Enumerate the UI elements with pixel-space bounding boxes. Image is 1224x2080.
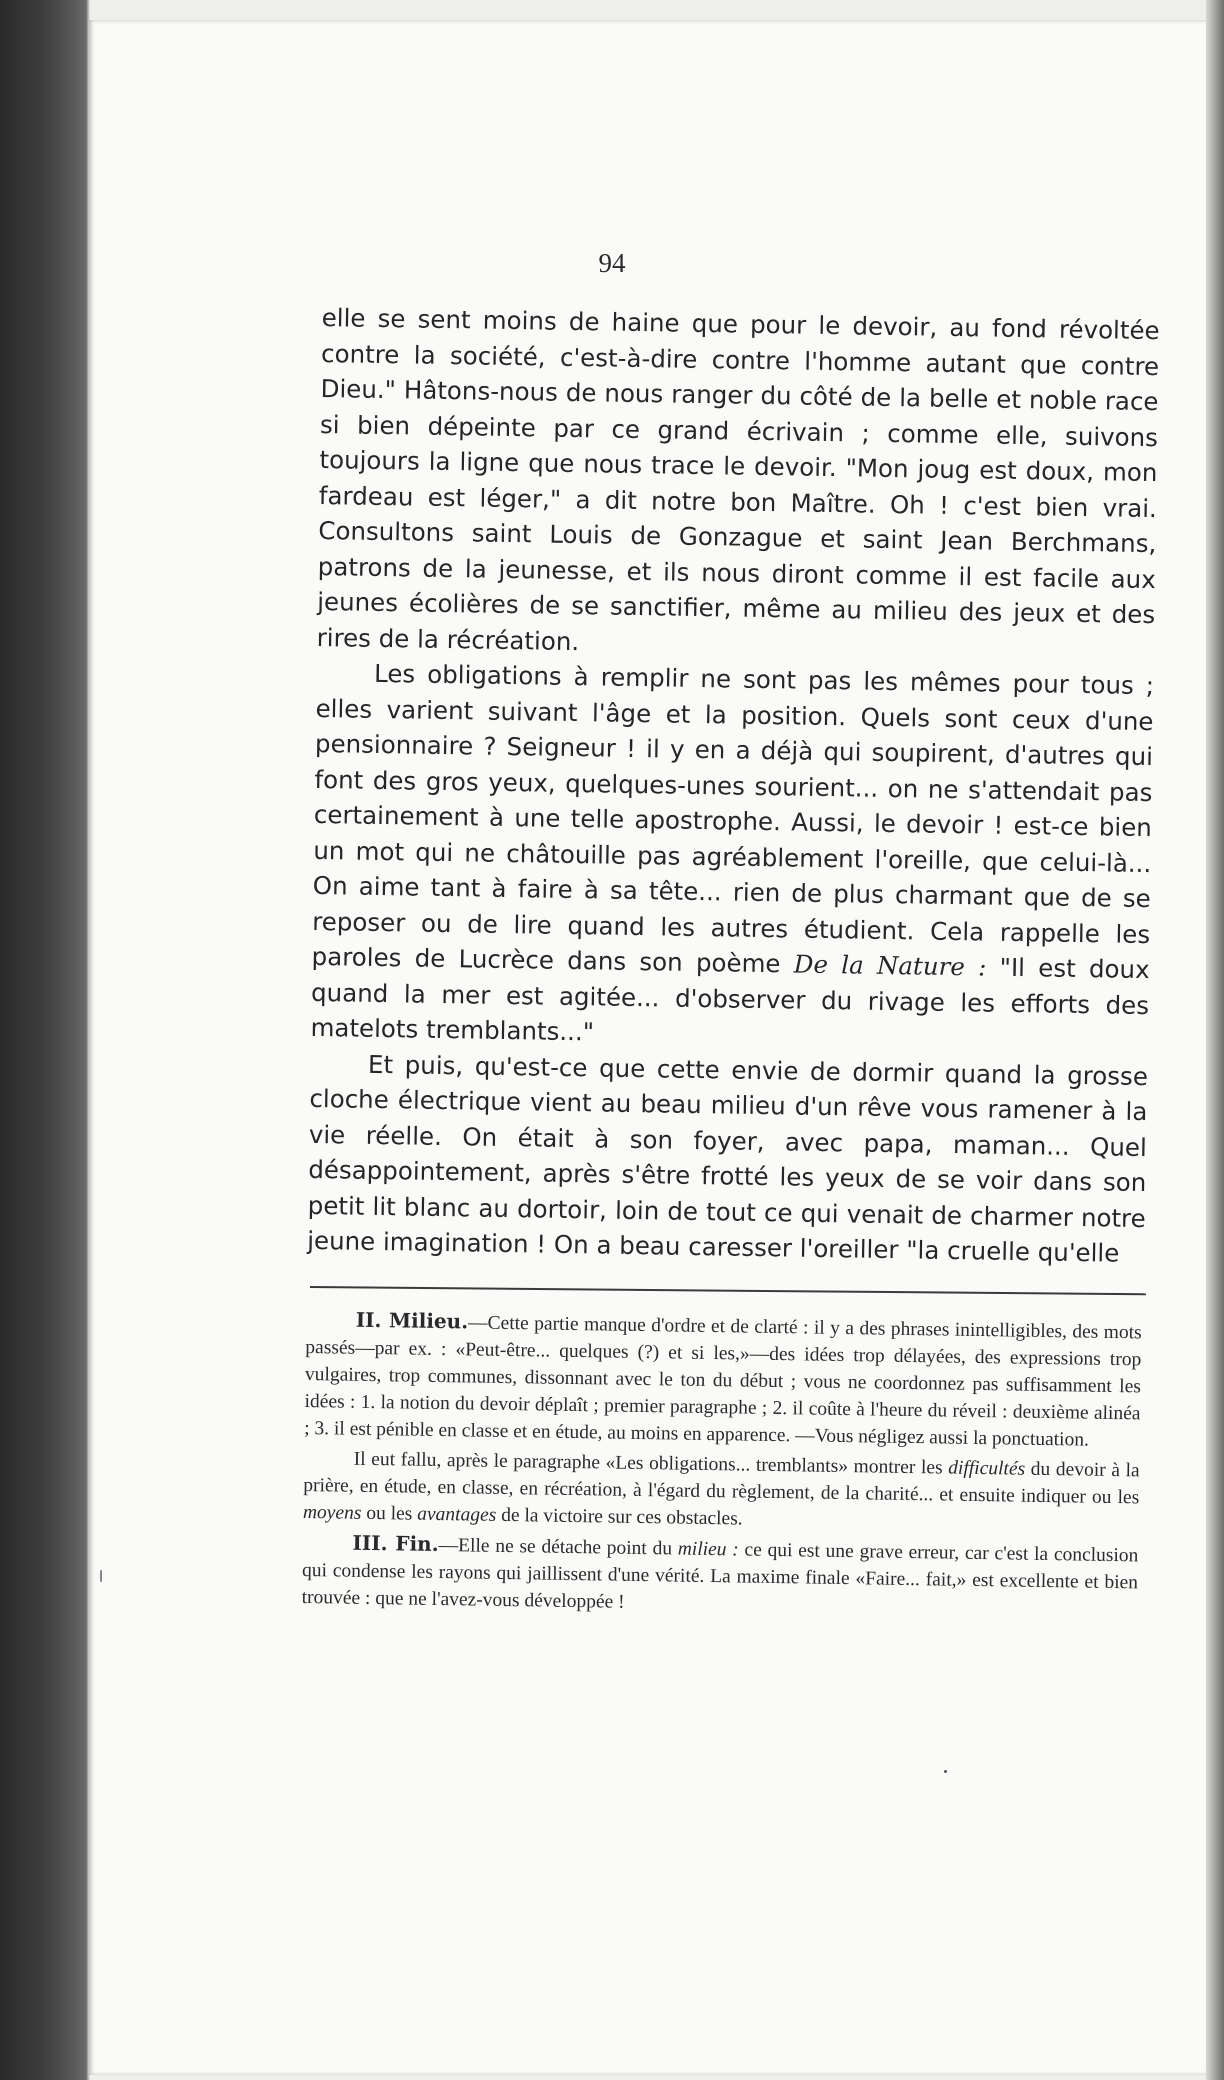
paragraph-3-text: Et puis, qu'est-ce que cette envie de dormir quand la grosse cloche électrique vient au beau milieu d'un rêve vous ramener à la vie réelle. On était à son foyer, avec papa, maman... Quel désappointement, après s'être frotté les yeux de se voir dans son petit lit blanc au dortoir, loin de tout ce qui venait de charmer notre jeune imagination ! On a beau caresser l'oreiller "la cruelle qu'elle xyxy=(306,1049,1149,1268)
paragraph-2 xyxy=(310,655,1154,1059)
note-suggestion-em-difficultes: difficultés xyxy=(948,1457,1026,1480)
note-suggestion-em-avantages: avantages xyxy=(417,1503,497,1526)
main-text xyxy=(307,300,1160,1272)
correction-notes xyxy=(301,1306,1141,1626)
note-milieu xyxy=(304,1306,1142,1454)
note-suggestion-text-c: ou les xyxy=(361,1502,418,1525)
note-suggestion-text-d: de la victoire sur ces obstacles. xyxy=(496,1504,743,1530)
paragraph-1 xyxy=(316,300,1159,668)
poem-title: De la Nature : xyxy=(793,949,987,982)
paper-mark xyxy=(100,1570,102,1582)
paragraph-2-text-b: "Il est doux quand la mer est agitée... d'observer du rivage les efforts des matelots tremblants..." xyxy=(310,952,1150,1047)
note-suggestion-em-moyens: moyens xyxy=(302,1501,362,1524)
note-fin-heading: III. Fin. xyxy=(352,1530,439,1556)
note-fin-text-a: —Elle ne se détache point du xyxy=(438,1534,678,1560)
note-milieu-heading: II. Milieu. xyxy=(355,1307,469,1334)
note-milieu-text: —Cette partie manque d'ordre et de clarté : il y a des phrases inintelligibles, des mots passés—par ex. : «Peut-être... quelques (?) et si les,»—des idées trop délayées, des expressions trop vulgaires, trop communes, dissonnant avec le ton du début ; vous ne coordonnez pas suffisamment les idées : 1. la notion du devoir déplaît ; premier paragraphe ; 2. il coûte à l'heure du réveil : deuxième alinéa ; 3. il est pénible en classe et en étude, au moins en apparence. —Vous négligez aussi la ponctuation. xyxy=(304,1312,1142,1451)
note-fin-em-milieu: milieu : xyxy=(677,1538,739,1561)
paragraph-2-text-a: Les obligations à remplir ne sont pas les mêmes pour tous ; elles varient suivant l'âge et la position. Quels sont ceux d'une pensionnaire ? Seigneur ! il y en a déjà qui soupirent, d'autres qui font des gros yeux, quelques-unes sourient... on ne s'attendait pas certainement à une telle apostrophe. Aussi, le devoir ! est-ce bien un mot qui ne châtouille pas agréablement l'oreille, que celui-là... On aime tant à faire à sa tête... rien de plus charmant que de se reposer ou de lire quand les autres étudient. Cela rappelle les paroles de Lucrèce dans son poème xyxy=(311,658,1155,979)
note-suggestion-text-a: Il eut fallu, après le paragraphe «Les obligations... tremblants» montrer les xyxy=(353,1448,949,1479)
note-fin xyxy=(301,1529,1138,1623)
paragraph-1-text: elle se sent moins de haine que pour le devoir, au fond révoltée contre la société, c'est-à-dire contre l'homme autant que contre Dieu." Hâtons-nous de nous ranger du côté de la belle et noble race si bien dépeinte par ce grand écrivain ; comme elle, suivons toujours la ligne que nous trace le devoir. "Mon joug est doux, mon fardeau est léger," a dit notre bon Maître. Oh ! c'est bien vrai. Consultons saint Louis de Gonzague et saint Jean Berchmans, patrons de la jeunesse, et ils nous diront comme il est facile aux jeunes écolières de se sanctifier, même au milieu des jeux et des rires de la récréation. xyxy=(316,302,1160,656)
page-number: 94 xyxy=(598,248,626,278)
paper-speck xyxy=(944,1770,947,1773)
note-suggestion xyxy=(303,1445,1140,1538)
paragraph-3 xyxy=(307,1045,1148,1271)
note-suggestion-text-b: du devoir à la prière, en étude, en classe, en récréation, à l'égard du règlement, de la charité... et ensuite indiquer ou les xyxy=(303,1458,1140,1509)
note-fin-text-b: ce qui est une grave erreur, car c'est la conclusion qui condense les rayons qui jaillissent d'une vérité. La maxime finale «Faire... fait,» est excellente et bien trouvée : que ne l'avez-vous développée ! xyxy=(301,1539,1139,1613)
page-edge-shadow xyxy=(1206,0,1224,2080)
